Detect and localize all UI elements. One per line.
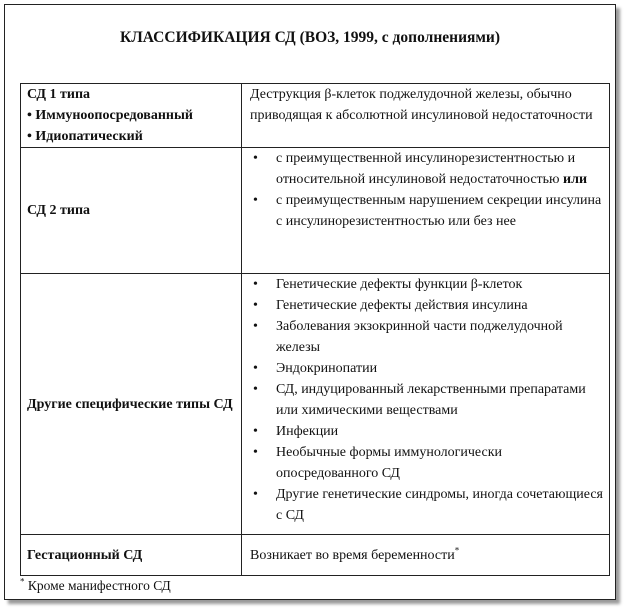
list-item [250,358,603,379]
list-item-bold-suffix: или [563,172,588,187]
list-item-text: Заболевания экзокринной части поджелудочной железы [276,319,563,355]
bullet-icon: • [253,298,258,313]
bullet-icon: • [253,382,258,397]
footnote [20,578,171,594]
type1-subtype-immune: • Иммуноопосредованный [27,108,193,123]
list-item-text: с преимущественной инсулинорезистентностью и относительной инсулиновой недостаточностью [276,151,576,187]
gestational-description-cell [242,535,610,576]
list-item [250,295,603,316]
row-label-type1 [21,84,242,148]
page-title: КЛАССИФИКАЦИЯ СД (ВОЗ, 1999, с дополнениями) [119,29,501,46]
footnote-marker: * [454,544,460,555]
list-item [250,190,603,232]
document-frame [4,4,616,600]
gestational-description: Возникает во время беременности [250,547,455,563]
list-item [250,421,603,442]
type1-description: Деструкция β-клеток поджелудочной железы, обычно приводящая к абсолютной инсулиновой недостаточности [242,84,610,148]
list-item-text: Генетические дефекты функции β-клеток [276,277,523,292]
table-row [21,535,610,576]
bullet-icon: • [253,319,258,334]
list-item-text: Необычные формы иммунологически опосредованного СД [276,445,502,481]
bullet-icon: • [253,424,258,439]
row-label-gestational: Гестационный СД [21,535,242,576]
list-item-text: Генетические дефекты действия инсулина [276,298,528,313]
list-item [250,442,603,484]
bullet-icon: • [253,277,258,292]
other-types-list [250,274,603,526]
table-row [21,84,610,148]
footnote-text: Кроме манифестного СД [27,578,171,593]
table-row [21,148,610,274]
row-label-type2: СД 2 типа [21,148,242,274]
bullet-icon: • [253,445,258,460]
type2-list [250,148,603,232]
list-item [250,484,603,526]
bullet-icon: • [253,151,258,166]
bullet-icon: • [253,193,258,208]
classification-table [20,83,610,576]
list-item [250,379,603,421]
list-item-text: Инфекции [276,424,339,439]
list-item [250,148,603,190]
other-list-cell [242,274,610,535]
type2-list-cell [242,148,610,274]
list-item [250,316,603,358]
bullet-icon: • [253,361,258,376]
table-row [21,274,610,535]
bullet-icon: • [253,487,258,502]
list-item [250,274,603,295]
type1-title: СД 1 типа [27,87,91,102]
list-item-text: СД, индуцированный лекарственными препаратами или химическими веществами [276,382,586,418]
footnote-marker: * [20,576,25,587]
list-item-text: Эндокринопатии [276,361,378,376]
type1-subtype-idiopathic: • Идиопатический [27,129,143,144]
row-label-other: Другие специфические типы СД [21,274,242,535]
list-item-text: Другие генетические синдромы, иногда сочетающиеся с СД [276,487,603,523]
list-item-text: с преимущественным нарушением секреции инсулина с инсулинорезистентностью или без нее [276,193,602,229]
